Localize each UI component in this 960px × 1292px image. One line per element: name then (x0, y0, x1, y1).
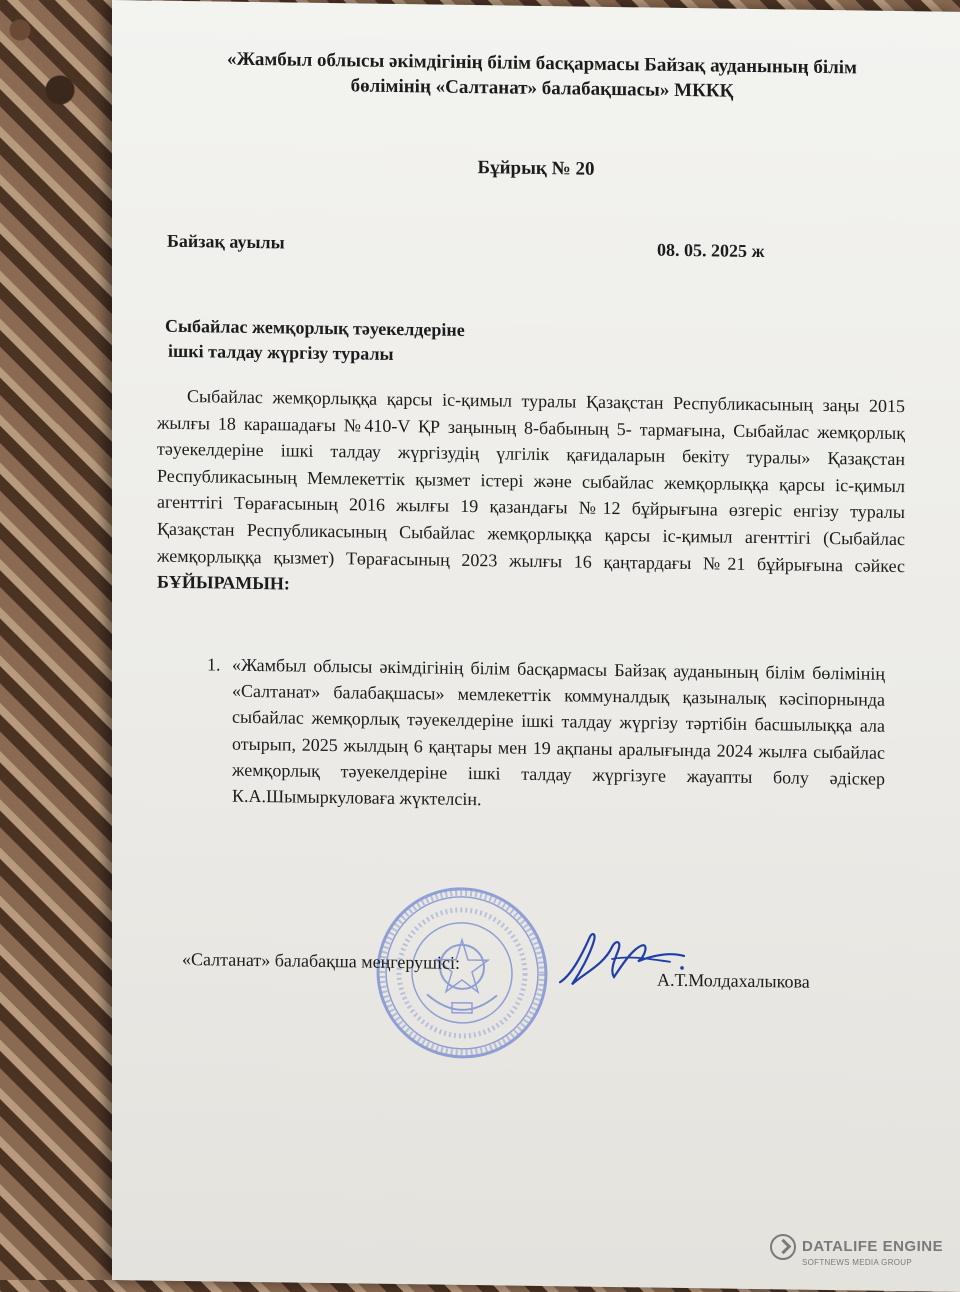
watermark-subtitle: SOFTNEWS MEDIA GROUP (802, 1258, 913, 1267)
order-date: 08. 05. 2025 ж (657, 239, 765, 262)
header-line-2: бөлімінің «Салтанат» балабақшасы» МККҚ (350, 75, 734, 102)
order-title: Бұйрық № 20 (477, 157, 595, 180)
organization-header (172, 46, 912, 106)
document-page (112, 0, 960, 1292)
subject-line-2: ішкі талдау жүргізу туралы (168, 340, 394, 364)
order-subject (165, 314, 465, 368)
subject-line-1: Сыбайлас жемқорлық тәуекелдеріне (165, 315, 465, 340)
body-paragraph (157, 383, 905, 606)
signer-role: «Салтанат» балабақша меңгерушісі: (182, 948, 461, 973)
header-line-1: «Жамбыл облысы әкімдігінің білім басқармасы Байзақ ауданының білім (227, 48, 857, 79)
body-text: Сыбайлас жемқорлыққа қарсы іс-қимыл туралы Қазақстан Республикасының заңы 2015 жылғы 18 карашадағы №410-V ҚР заңының 8-бабының 5- тармағына, Сыбайлас жемқорлық тәуекелдеріне ішкі талдау жүргізудің үлгілік қағидаларын бекіту туралы» Қазақстан Республикасының Мемлекеттік қызмет істері және сыбайлас жемқорлыққа қарсы іс-қимыл агенттігі Төрағасының 2016 жылғы 19 қазандағы №12 бұйрығына өзгеріс енгізу туралы Қазақстан Республикасының Сыбайлас жемқорлыққа қарсы іс-қимыл агенттігі (Сыбайлас жемқорлыққа қызмет) Төрағасының 2023 жылғы 16 қаңтардағы №21 бұйрығына сәйкес (157, 386, 905, 576)
signer-name: А.Т.Молдахалыкова (657, 969, 810, 992)
item-number: 1. (207, 654, 221, 675)
watermark-title: DATALIFE ENGINE (802, 1237, 944, 1255)
item-text: «Жамбыл облысы әкімдігінің білім басқармасы Байзақ ауданының білім бөлімінің «Салтанат» балабақшасы» мемлекеттік коммуналдық қазыналық кәсіпорнында сыбайлас жемқорлық тәуекелдеріне ішкі талдау жүргізу тәртібін басшылыққа ала отырып, 2025 жылдың 6 қаңтары мен 19 ақпаны аралығында 2024 жылға сыбайлас жемқорлық тәуекелдеріне ішкі талдау жүргізуге жауапты болу әдіскер К.А.Шымыркуловаға жүктелсін. (232, 654, 885, 810)
watermark (770, 1234, 943, 1267)
datalife-logo-icon (770, 1234, 796, 1260)
order-item (207, 651, 885, 818)
body-emphasis: БҰЙЫРАМЫН: (157, 571, 290, 594)
place: Байзақ ауылы (167, 230, 285, 253)
